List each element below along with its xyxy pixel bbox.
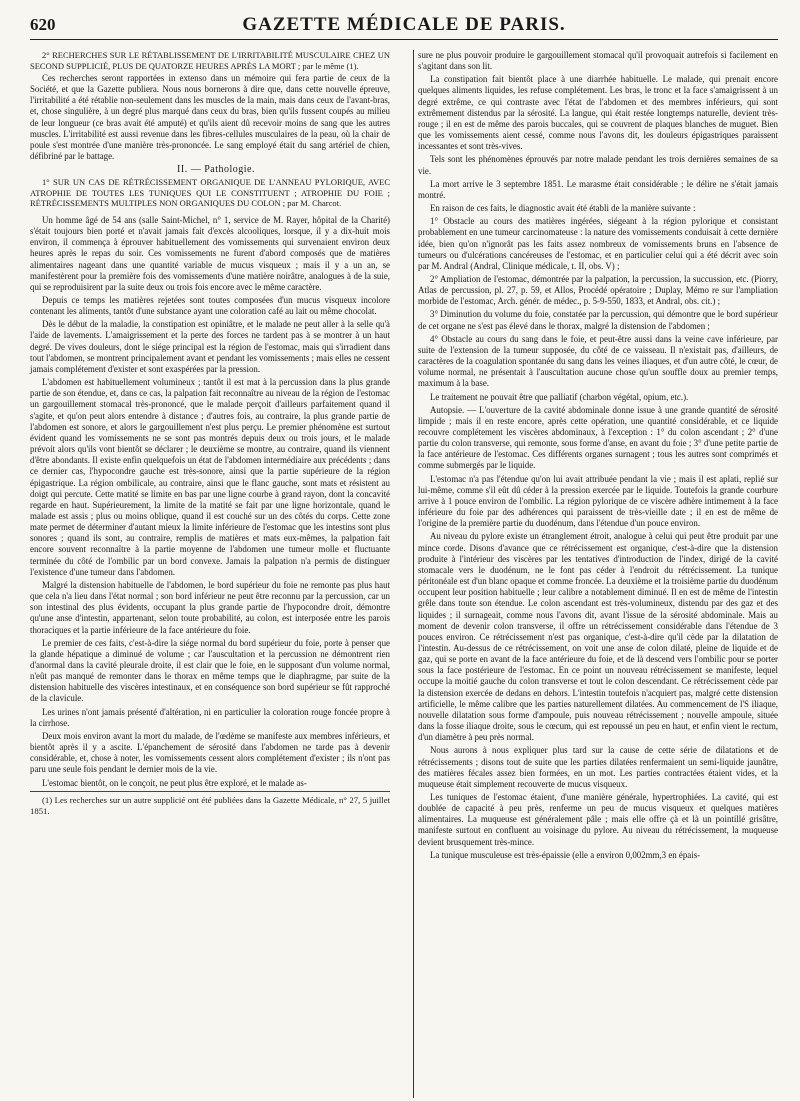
paragraph: La constipation fait bientôt place à une diarrhée habituelle. Le malade, qui prenait encore quelques aliments liquides, les refuse complétement. Les bras, le tronc et la face s'amaigrissent à un degré extrême, ce qui contraste avec l'état de l'abdomen et des membres inférieurs, qui sont extrêmement distendus par la sérosité. La langue, qui était restée longtemps naturelle, devient très-rouge ; il en est de même des parois buccales, qui se couvrent de plaques blanches de muguet. Bien que les vomissements aient cessé, comme nous l'avons dit, les douleurs épigastriques paraissent incessantes et sont très-vives.	[418, 74, 778, 152]
paragraph: L'estomac bientôt, on le conçoit, ne peut plus être exploré, et le malade as-	[42, 777, 307, 788]
paragraph: Les tuniques de l'estomac étaient, d'une manière générale, hypertrophiées. La cavité, qui est doublée de capacité à peu près, renferme un peu de mucus visqueux et quelques matières alimentaires. La muqueuse est généralement pâle ; mais elle offre çà et là un pointillé grisâtre, manifeste surtout en confluent au voisinage du pylore. Au niveau du rétrécissement, la muqueuse devient brusquement très-mince.	[418, 792, 778, 847]
paragraph: Ces recherches seront rapportées in extenso dans un mémoire qui fera partie de ceux de la Société, et que la Gazette publiera. Nous nous bornerons à dire que, dans cette nouvelle épreuve, l'irritabilité a été rétablie non-seulement dans les muscles de la main, mais dans ceux de l'avant-bras, et, chose singulière, à un degré plus marqué dans ceux du bras, bien qu'ils fussent coupés au milieu de leur longueur (ce bras avait été amputé) et qu'ils aient dû recevoir moins de sang que les autres muscles. L'irritabilité est aussi revenue dans les fibres-cellules musculaires de la peau, où la chair de poule s'est montrée d'une manière très-prononcée. Le sang employé était du sang artériel de chien, défibriné par le battage.	[30, 73, 390, 162]
paragraph: Malgré la distension habituelle de l'abdomen, le bord supérieur du foie ne remonte pas plus haut que cela n'a lieu dans l'état normal ; son bord inférieur ne peut être reconnu par la percussion, car un son intestinal des plus évidents, occupant la plus grande partie de l'hypocondre droit, démontre qu'une anse d'intestin, appartenant, selon toute probabilité, au colon, est interposée entre les parois thoraciques et la partie inférieure de la face antérieure du foie.	[30, 579, 390, 635]
paragraph: Le premier de ces faits, c'est-à-dire la siége normal du bord supérieur du foie, porte à penser que la glande hépatique a diminué de volume ; car l'auscultation et la percussion ne démontrent rien d'anormal dans la cavité pleurale droite, il est clair que le foie, en le supposant d'un volume normal, n'eût pas manqué de remonter dans le thorax en même temps que le diaphragme, par suite de la distension habituelle des viscères intestinaux, et en conséquence son bord supérieur se fût rapproché de la clavicule.	[30, 637, 390, 704]
paragraph: Dès le début de la maladie, la constipation est opiniâtre, et le malade ne peut aller à la selle qu'à l'aide de lavements. L'amaigrissement et la perte des forces ne tardent pas à se montrer à un haut degré. De vives douleurs, dont le siége principal est la région de l'estomac, mais qui s'irradient dans tout l'abdomen, se montrent principalement avant et pendant les vomissements ; mais elles ne cessent jamais complétement d'exister et sont exaspérées par la pression.	[30, 319, 390, 374]
paragraph: 3° Diminution du volume du foie, constatée par la percussion, qui démontre que le bord supérieur de cet organe ne s'est pas élevé dans le thorax, malgré la distension de l'abdomen ;	[418, 309, 778, 331]
right-column	[418, 50, 778, 863]
paragraph: Le traitement ne pouvait être que palliatif (charbon végétal, opium, etc.).	[430, 391, 689, 402]
paragraph: En raison de ces faits, le diagnostic avait été établi de la manière suivante :	[430, 203, 696, 214]
footnote: (1) Les recherches sur un autre supplicié ont été publiées dans la Gazette Médicale, n° 27, 5 juillet 1851.	[30, 791, 390, 817]
paragraph: Autopsie. — L'ouverture de la cavité abdominale donne issue à une grande quantité de sérosité limpide ; mais il en reste encore, après cette opération, une quantité considérable, et ce liquide recouvre complétement les viscères abdominaux, à l'exception : 1° du colon ascendant ; 2° d'une partie du colon transverse, qui remonte, sous forme d'anse, en avant du foie ; 3° d'une petite partie de la face antérieure de l'estomac. Ces différents organes surnagent ; tous les autres sont comprimés et comme submergés par le liquide.	[418, 404, 778, 471]
paragraph: Au niveau du pylore existe un étranglement étroit, analogue à celui qui peut être produit par une mince corde. Disons d'avance que ce rétrécissement est organique, c'est-à-dire que la distension produite à l'intérieur des viscères par les tentatives d'introduction de l'index, dirigé de la cavité stomacale vers le duodénum, ne le font pas céder à l'endroit du rétrécissement. La tunique péritonéale est d'un blanc opaque et comme froncée. La deuxième et la troisième partie du duodénum occupent leur position habituelle ; leur calibre a notablement diminué. Il en est de même de l'intestin grêle dans toute son étendue. Le colon ascendant est très-volumineux, distendu par des gaz et des liquides ; il surnageait, comme nous l'avons dit, avant l'issue de la sérosité abdominale. Mais au moment de devenir colon transverse, il offre un rétrécissement considérable dans l'étendue de 3 pouces environ. Ce rétrécissement n'est pas organique, c'est-à-dire qu'il cède par la dilatation de l'intestin. Au-dessus de ce rétrécissement, on voit une anse de colon dilaté, pleine de liquide et de gaz, qui se porte en avant de la face antérieure du foie, et de là descend vers l'ombilic pour se porter sous la face postérieure de l'estomac. En ce point un nouveau rétrécissement se manifeste, lequel occupe la moitié gauche du colon transverse et tout le colon descendant. Ce rétrécissement cède par la distension exercée de dedans en dehors. L'intestin toutefois n'acquiert pas, malgré cette distension artificielle, le même calibre que les parties naturellement dilatées. Au commencement de l'S iliaque, nouvelle dilatation sous forme d'ampoule, puis nouveau rétrécissement ; nouvelle ampoule, située dans la fosse iliaque droite, sous le cœcum, qui est repoussé un peu en haut, et enfin vient le rectum, d'un diamètre à peu près normal.	[418, 531, 778, 743]
paragraph: Un homme âgé de 54 ans (salle Saint-Michel, n° 1, service de M. Rayer, hôpital de la Charité) s'était toujours bien porté et n'avait jamais fait d'excès alcooliques, lorsque, il y a dix-huit mois environ, il commença à éprouver habituellement des vomissements qui survenaient environ deux heures après le repas du soir. Ces vomissements ne furent d'abord composés que de matières alimentaires nageant dans une quantité variable de mucus visqueux ; mais il y a un an, se manifestèrent pour la première fois des vomissements d'une matière noirâtre, analogues à de la suie, qui se reproduisirent par la suite deux ou trois fois encore avec le même caractère.	[30, 214, 390, 292]
paragraph: Nous aurons à nous expliquer plus tard sur la cause de cette série de dilatations et de rétrécissements ; disons tout de suite que les parties dilatées renfermaient un semi-liquide jaunâtre, des matières fécales assez bien formées, en un mot. Les parties contractées étaient vides, et la muqueuse était simplement recouverte de mucus visqueux.	[418, 745, 778, 789]
paragraph: 4° Obstacle au cours du sang dans le foie, et peut-être aussi dans la veine cave inférieure, par suite de l'extension de la tumeur supposée, du côté de ce vaisseau. Il n'existait pas, d'ailleurs, de caractères de la coagulation spontanée du sang dans les veines iliaques, et d'un autre côté, le cœur, de volume normal, ne présentait à l'auscultation aucune chose qu'un souffle doux au premier temps, maximum à la base.	[418, 333, 778, 389]
journal-title: GAZETTE MÉDICALE DE PARIS.	[242, 14, 566, 35]
paragraph: La mort arrive le 3 septembre 1851. Le marasme était considérable ; le délire ne s'était jamais montré.	[418, 178, 778, 200]
page-header	[30, 14, 778, 40]
paragraph: La tunique musculeuse est très-épaissie (elle a environ 0,002mm,3 en épais-	[430, 849, 701, 860]
paragraph: L'estomac n'a pas l'étendue qu'on lui avait attribuée pendant la vie ; mais il est aplati, replié sur lui-même, comme s'il eût dû céder à la pression exercée par le liquide. Toutefois la grande courbure arrive à 1 pouce environ de l'ombilic. La région pylorique de ce viscère adhère intimement à la face inférieure du foie par des adhérences qui paraissent de très-vieille date ; il en est de même de l'origine de la première partie du duodénum, dans l'étendue d'un pouce environ.	[418, 473, 778, 529]
paragraph: 2° Ampliation de l'estomac, démontrée par la palpation, la percussion, la succussion, etc. (Piorry, Atlas de percussion, pl. 27, p. 59, et Allos, Procédé opératoire ; Duplay, Mémo re sur l'ampliation morbide de l'estomac, Arch. génér. de médec., p. 5-9-550, 1833, et Andral, obs. cit.) ;	[418, 273, 778, 307]
column-divider	[413, 50, 414, 1098]
paragraph: Tels sont les phénomènes éprouvés par notre malade pendant les trois dernières semaines de sa vie.	[418, 154, 778, 176]
paragraph: Deux mois environ avant la mort du malade, de l'œdème se manifeste aux membres inférieurs, et bientôt après il y a ascite. L'épanchement de sérosité dans l'abdomen ne tarde pas à devenir considérable, et, chose à noter, les vomissements cessent alors complétement d'exister ; ils n'ont pas paru une seule fois pendant le dernier mois de la vie.	[30, 730, 390, 775]
left-column	[30, 50, 390, 863]
paragraph: Les urines n'ont jamais présenté d'altération, ni en particulier la coloration rouge foncée propre à la cirrhose.	[30, 706, 390, 728]
section-heading: II. — Pathologie.	[177, 164, 255, 176]
paragraph: Depuis ce temps les matières rejetées sont toutes composées d'un mucus visqueux incolore contenant les aliments, tantôt d'une substance ayant une coloration café au lait ou même chocolat.	[30, 295, 390, 317]
paragraph: 1° Obstacle au cours des matières ingérées, siégeant à la région pylorique et consistant probablement en une tumeur carcinomateuse : la nature des vomissements conduisait à cette dernière idée, bien qu'on n'ignorât pas les faits assez nombreux de vomissements bruns en l'absence de tumeurs ou d'ulcérations cancéreuses de l'estomac, et en particulier celui qui a été décrit avec soin par M. Andral (Andral, Clinique médicale, t. II, obs. V) ;	[418, 216, 778, 271]
paragraph: 2° RECHERCHES SUR LE RÉTABLISSEMENT DE L'IRRITABILITÉ MUSCULAIRE CHEZ UN SECOND SUPPLICIÉ, PLUS DE QUATORZE HEURES APRÈS LA MORT ; par le même (1).	[30, 50, 390, 71]
paragraph: L'abdomen est habituellement volumineux ; tantôt il est mat à la percussion dans la plus grande partie de son étendue, et, dans ce cas, la palpation fait reconnaître au niveau de la région de l'estomac un gargouillement stomacal très-prononcé, que le malade perçoit d'ailleurs parfaitement quand il s'agite, et qu'on peut alors entendre à distance ; d'autres fois, au contraire, la plus grande partie de l'abdomen est sonore, et alors le gargouillement n'est plus perçu. Le premier phénomène est surtout évident quand les vomissements ne se sont pas montrés depuis deux ou trois jours, et le malade prévoit alors qu'ils vont bientôt se déclarer ; le deuxième se montre, au contraire, quand ils viennent d'être abondants. Il existe enfin quelquefois un état de l'abdomen intermédiaire aux précédents ; dans ce dernier cas, l'hypocondre gauche est très-sonore, ainsi que la partie supérieure de la région épigastrique. La région ombilicale, au contraire, ainsi que le flanc gauche, sont mats et résistent au doigt qui percute. Cette matité se limite en bas par une ligne courbe à grand rayon, dont la concavité regarde en haut. Supérieurement, la limite de la matité se fait par une ligne horizontale, quand le malade est assis ; plus ou moins oblique, quand il est couché sur un des côtés du corps. Cette zone mate permet de déterminer d'autant mieux la limite inférieure de l'estomac que les intestins sont plus sonores ; quand ils sont, au contraire, remplis de matières et mats eux-mêmes, la palpation fait encore souvent reconnaître à la partie moyenne de l'abdomen une tumeur molle et fluctuante terminée du côté de l'ombilic par un bord convexe. Jamais la palpation n'a permis de distinguer l'existence d'une tumeur dans l'abdomen.	[30, 377, 390, 577]
article-title: 1° SUR UN CAS DE RÉTRÉCISSEMENT ORGANIQUE DE L'ANNEAU PYLORIQUE, AVEC ATROPHIE DE TOUTES LES TUNIQUES QUI LE CONSTITUENT ; ATROPHIE DU FOIE ; RÉTRÉCISSEMENTS MULTIPLES NON ORGANIQUES DU COLON ; par M. Charcot.	[30, 177, 390, 209]
paragraph: sure ne plus pouvoir produire le gargouillement stomacal qu'il provoquait autrefois si facilement en s'agitant dans son lit.	[418, 50, 778, 72]
page-number: 620	[30, 15, 56, 34]
columns	[30, 50, 778, 863]
